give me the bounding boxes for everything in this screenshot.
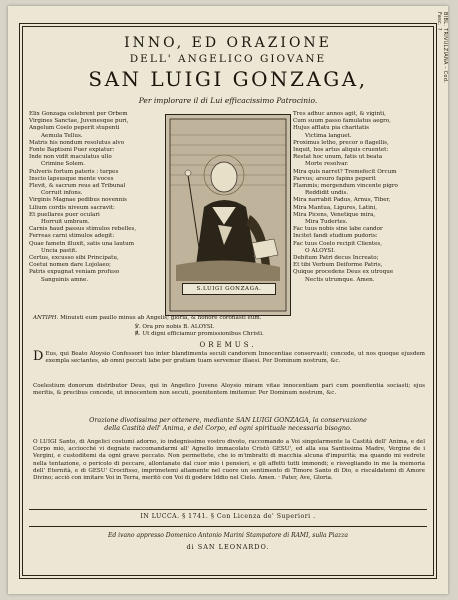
response: ℟. Ut digni efficiamur promissionibus Christi. (135, 331, 264, 338)
hymn-line: Fac tuus Coelo recipit Clientes, (293, 240, 383, 247)
antiphon (33, 315, 425, 321)
page-frame (22, 26, 434, 576)
lily-icon (185, 170, 191, 176)
hymn-line: Virginis Magnae pedibus novennis (29, 197, 127, 204)
hymn-line: O ALOYSI. (305, 247, 336, 254)
hymn-line: Inscio lapsusque mente voces (29, 175, 114, 182)
hymn-line: Coetui nomen dare Lojolaeo; (29, 262, 111, 269)
hymn-line: Mira narrabit Padus, Arnus, Tiber, (293, 197, 391, 204)
hymn-line: Victima languet. (305, 132, 352, 139)
hymn-line: Quae fametn illuxit, satis una lautum (29, 240, 135, 247)
hymn-line: Corruit infons. (41, 190, 83, 197)
hymn-line: Patris expugnat veniam profuso (29, 269, 120, 276)
hymn-line: Et tibi Verbum Deiforme Patris, (293, 262, 383, 269)
publisher-line-2: di SAN LEONARDO. (186, 543, 270, 551)
broadside-sheet (8, 6, 448, 594)
hymn-line: Elix Gonzaga celebrent per Orbem (29, 111, 128, 117)
hymn-line: Carnis haud passus stimulos rebelles, (29, 226, 137, 233)
hymn-line: Mira Tudertes. (305, 219, 348, 226)
hymn-line: Inde non vidit maculatus ullo (29, 154, 112, 161)
page-title: SAN LUIGI GONZAGA, (88, 67, 368, 91)
hymn-line: Angelum Coelo peperit stupenti (29, 125, 120, 132)
hymn-line: Fonte Baptismi Puer expiatur: (29, 147, 115, 154)
hymn-line: Mira Picens, Venetique mira, (293, 211, 376, 218)
hymn-line: Fac tuus nobis sine labe candor (293, 226, 383, 233)
hymn-line: Debitum Patri decus Increato; (293, 255, 379, 262)
hymn-line: Proximus letho, precor o flagellis, (293, 139, 389, 146)
hymn-line: Hujus afflatu pia charitatis (293, 125, 370, 132)
hymn-line: Mira quis narret? Tremefecit Orcum (293, 168, 397, 175)
hymn-line: Parvus; arsuro fapins peperit (293, 175, 376, 182)
antiphon-label: ANTIPH. (33, 315, 59, 321)
hymn-line: Tres adhuc annos agit, & viginti, (293, 111, 386, 117)
hymn-line: Restat hoc unum, fatis ut beata (293, 154, 383, 161)
hymn-line: Flevit, & sacrum reus ad Tribunal (29, 183, 126, 190)
hymn-line: Et puellares puer oculari (29, 211, 100, 218)
hymn-line: Pulveris fortum pateris : turpes (29, 168, 119, 175)
hymn-line: Horruit umbram. (41, 219, 90, 226)
hymn-line: Sanguinis amne. (41, 276, 89, 283)
hymn-line: Ferreas carni stimulos adegit: (29, 233, 115, 240)
hymn-line: Flammis; mergendum vincente pigro (293, 183, 398, 190)
hymn-line: Quique procedens Deus ex utroque (293, 269, 394, 276)
hymn-right-column (293, 111, 427, 284)
divider (29, 526, 427, 527)
hymn-line: Aemula Tellus. (41, 132, 83, 139)
hymn-line: Nectis utrumque. Amen. (305, 276, 375, 283)
versicle-response (135, 324, 264, 338)
hymn-line: Crimine Solem. (41, 161, 85, 168)
hymn-line: Reddidit undis. (305, 190, 349, 197)
title-line-2: DELL' ANGELICO GIOVANE (129, 53, 327, 65)
antiphon-text: Minuisti eum paullo minus ab Angelis; gloria, & honore coronasti eum. (60, 315, 262, 321)
portrait-caption: S.LUIGI GONZAGA. (182, 283, 276, 295)
publisher-line-1: Ed ivano appresso Domenico Antonio Marini Stampatore di RAMI, sulla Piazza (108, 532, 348, 539)
hymn-line: Virgines Sanctae, Juvenesque puri, (29, 118, 129, 125)
subtitle: Per implorare il di Lui efficacissimo Patrocinio. (138, 96, 318, 105)
intention-heading: Orazione divotissima per ottenere, mediante SAN LUIGI GONZAGA, la conservazione della Castità dell' Anima, e del Corpo, ed ogni spirituale necessaria bisogno. (89, 416, 367, 433)
oremus-heading: OREMUS. (199, 341, 257, 349)
prayer-1: D Eus, qui Beato Aloysio Confessori tuo inter blandimenta seculi candorem Innocentiae conservasti; concede, ut nos quoque ejusdem exempla sectantes, ab omni peccati labe per gratiam tuam servemur illaesi. Per Dominum nostrum, &c. (33, 349, 425, 365)
saint-portrait-engraving (165, 114, 291, 316)
imprint-line: IN LUCCA. § 1741. § Con Licenza de' Superiori . (140, 513, 316, 520)
prayer-3: O LUIGI Santo, di Angelici costumi adorno, io indegnissimo vostro divoto, raccomando a Voi singolarmente la Castità dell' Anima, e del Corpo mio, acciocché vi degnate raccomandarmi all' Agnello immacolato Cristò GESU', ed alla sua Santissima Madre, Vergine de i Vergini, e custoditemi da ogni grave peccato. Non permettete, che io m'imbratti di macchia alcuna d'impurità; ma quando mi vedrete nella tentazione, o pericolo di peccare, allontanate dal cuor mio i pensieri, e gli affetti tutti immondi; e risvegliando in me la memoria dell' Eternità, e di GESU' Crocifisso, imprimetemi altamente nel cuore un sentimento di Timore Santo di Dio, e riscaldatemi di Amore Divino; acciò con imitare Voi in Terra, meritò con Voi di godere Iddio nel Cielo. Amen. · Pater, Ave, Gloria. (33, 439, 425, 482)
drop-cap-d: D (33, 349, 44, 364)
prayer-2: Coelestium donorum distributor Deus, qui in Angelico Juvene Aloysio miram vitae innocentiam pari cum poenitentia sociasti; ejus meritis, & precibus concede, ut innocentem non secuti, poenitentem imitemur. Per Dominum nostrum, &c. (33, 383, 425, 397)
hymn-line: Lilium cordis niveum sacravit: (29, 204, 115, 211)
hymn-line: Matris his nondum resolutus alvo (29, 139, 125, 146)
library-stamp: BIBL. TRIVULZIANA - Cod. Fasc. ? (436, 12, 448, 84)
hymn-line: Inquit, hos artus aliquis cruentet: (293, 147, 389, 154)
hymn-left-column (29, 111, 161, 284)
hymn-line: Uncia pastit. (41, 247, 78, 254)
divider (29, 509, 427, 510)
hymn-line: Cum suum passo famulatus aegro, (293, 118, 391, 125)
hymn-line: Morte resolvar. (305, 161, 349, 168)
hymn-line: Mira Mantua, Ligures, Latini, (293, 204, 378, 211)
versicle: ℣. Ora pro nobis B. ALOYSI. (135, 324, 215, 330)
hymn-line: Incitet fandi studium pudoris: (293, 233, 378, 240)
hymn-line: Certus, excusso sibi Principatu, (29, 255, 119, 262)
title-line-1: INNO, ED ORAZIONE (124, 35, 332, 51)
